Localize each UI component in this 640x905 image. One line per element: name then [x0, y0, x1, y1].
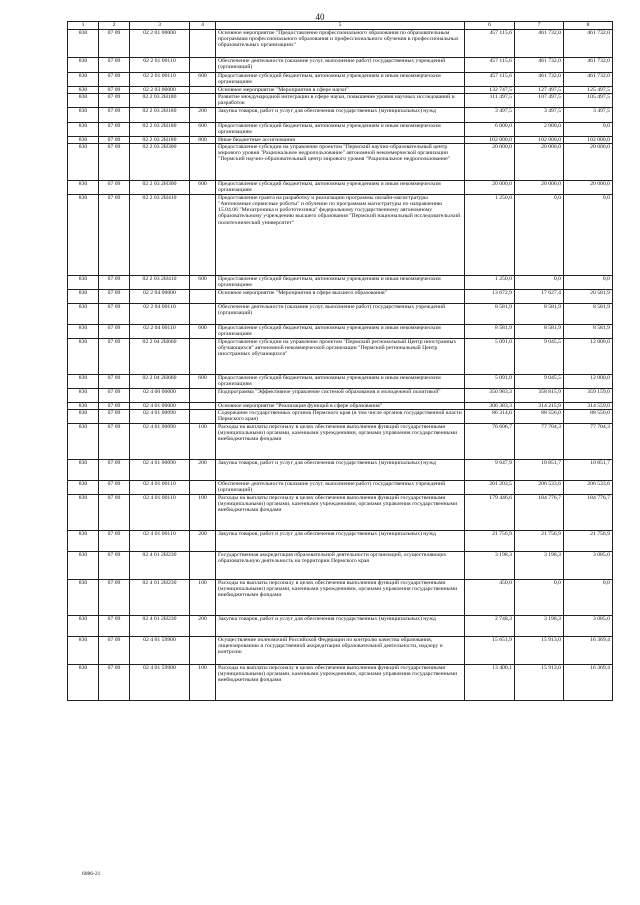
cell-c1: 830 [68, 580, 99, 616]
cell-v2: 184 776,7 [515, 495, 564, 531]
cell-v1: 1 250,0 [465, 195, 515, 276]
cell-c4: 600 [190, 375, 216, 389]
cell-c1: 830 [68, 108, 99, 123]
cell-c4 [190, 144, 216, 181]
table-row [68, 339, 613, 375]
cell-c1: 830 [68, 58, 99, 73]
cell-c3: 02 2 03 2Н180 [130, 108, 190, 123]
cell-desc: Предоставление субсидий бюджетным, автономным учреждениям и иным некоммерческим организациям [216, 123, 465, 137]
cell-c2: 07 09 [99, 195, 130, 276]
cell-c2: 07 09 [99, 304, 130, 325]
cell-c4: 200 [190, 460, 216, 481]
cell-c2: 07 09 [99, 665, 130, 701]
cell-v3: 0,0 [564, 195, 613, 276]
cell-v3: 3 085,0 [564, 616, 613, 637]
table-row [68, 290, 613, 304]
cell-c3: 02 2 04 2Н660 [130, 375, 190, 389]
cell-v3: 105 497,5 [564, 94, 613, 108]
cell-c2: 07 09 [99, 616, 130, 637]
table-body [68, 30, 613, 701]
table-row [68, 195, 613, 276]
cell-desc: Расходы на выплаты персоналу в целях обеспечения выполнения функций государственными (муниципальными) органами, казенными учреждениями, органами управления государственными внебюджетными фондами [216, 495, 465, 531]
cell-desc: Закупка товаров, работ и услуг для обеспечения государственных (муниципальных) нужд [216, 460, 465, 481]
cell-v3: 314 559,0 [564, 403, 613, 410]
cell-v3: 0,0 [564, 276, 613, 290]
cell-c1: 830 [68, 616, 99, 637]
cell-c2: 07 09 [99, 531, 130, 552]
table-row [68, 389, 613, 403]
cell-v2: 15 913,0 [515, 637, 564, 665]
cell-v3: 125 497,5 [564, 87, 613, 94]
cell-c4: 200 [190, 531, 216, 552]
cell-desc: Содержание государственных органов Пермского края (в том числе органов государственной власти Пермского края) [216, 410, 465, 424]
cell-c4 [190, 389, 216, 403]
table-row [68, 580, 613, 616]
table-row [68, 495, 613, 531]
cell-v1: 8 581,9 [465, 325, 515, 339]
cell-c2: 07 09 [99, 87, 130, 94]
cell-c4 [190, 58, 216, 73]
cell-desc: Основное мероприятие "Мероприятия в сфере науки" [216, 87, 465, 94]
cell-c4: 200 [190, 108, 216, 123]
cell-c1: 830 [68, 87, 99, 94]
cell-c4: 100 [190, 580, 216, 616]
cell-c4: 200 [190, 616, 216, 637]
cell-desc: Предоставление субсидий бюджетным, автономным учреждениям и иным некоммерческим организациям [216, 276, 465, 290]
cell-c2: 07 09 [99, 637, 130, 665]
table-row [68, 665, 613, 701]
table-row [68, 410, 613, 424]
cell-desc: Расходы на выплаты персоналу в целях обеспечения выполнения функций государственными (муниципальными) органами, казенными учреждениями, органами управления государственными внебюджетными фондами [216, 424, 465, 460]
table-row [68, 108, 613, 123]
cell-v3: 461 732,0 [564, 73, 613, 87]
table-row [68, 58, 613, 73]
cell-c3: 02 4 01 00000 [130, 403, 190, 410]
column-number-row [68, 22, 613, 30]
cell-v3: 359 159,0 [564, 389, 613, 403]
cell-desc: Расходы на выплаты персоналу в целях обеспечения выполнения функций государственными (муниципальными) органами, казенными учреждениями, органами управления государственными внебюджетными фондами [216, 580, 465, 616]
cell-v1: 111 497,5 [465, 94, 515, 108]
cell-c3: 02 4 01 00090 [130, 460, 190, 481]
cell-c2: 07 09 [99, 276, 130, 290]
cell-desc: Предоставление субсидии на управление проектом "Пермский региональный Центр иностранных обучающихся" автономной некоммерческой организации "Пермский региональный Центр иностранных обучающихся" [216, 339, 465, 375]
cell-v1: 132 747,5 [465, 87, 515, 94]
cell-v3: 20 000,0 [564, 181, 613, 195]
cell-c2: 07 09 [99, 290, 130, 304]
table-row [68, 137, 613, 144]
cell-c4: 800 [190, 137, 216, 144]
cell-c2: 07 09 [99, 325, 130, 339]
cell-c3: 02 4 01 00090 [130, 410, 190, 424]
cell-c2: 07 09 [99, 495, 130, 531]
cell-c3: 02 2 04 00110 [130, 304, 190, 325]
cell-c2: 07 09 [99, 389, 130, 403]
table-row [68, 424, 613, 460]
table-row [68, 87, 613, 94]
cell-v2: 358 815,9 [515, 389, 564, 403]
cell-c3: 02 4 00 00000 [130, 389, 190, 403]
cell-c2: 07 09 [99, 403, 130, 410]
cell-v2: 3 497,5 [515, 108, 564, 123]
cell-v1: 350 983,3 [465, 389, 515, 403]
cell-c1: 830 [68, 637, 99, 665]
cell-desc: Предоставление субсидий бюджетным, автономным учреждениям и иным некоммерческим организациям [216, 73, 465, 87]
cell-v2: 9 045,5 [515, 375, 564, 389]
cell-c1: 830 [68, 531, 99, 552]
cell-v2: 21 756,9 [515, 531, 564, 552]
cell-desc: Обеспечение деятельности (оказание услуг, выполнение работ) государственных учреждений (организаций) [216, 58, 465, 73]
table-row [68, 144, 613, 181]
cell-v2: 314 215,9 [515, 403, 564, 410]
cell-c3: 02 2 01 00110 [130, 73, 190, 87]
cell-v3: 88 556,0 [564, 410, 613, 424]
cell-c4: 600 [190, 73, 216, 87]
table-row [68, 531, 613, 552]
table-row [68, 73, 613, 87]
cell-c3: 02 2 04 00000 [130, 290, 190, 304]
cell-v1: 21 756,9 [465, 531, 515, 552]
cell-desc: Расходы на выплаты персоналу в целях обеспечения выполнения функций государственными (муниципальными) органами, казенными учреждениями, органами управления государственными внебюджетными фондами [216, 665, 465, 701]
cell-c1: 830 [68, 495, 99, 531]
cell-c2: 07 09 [99, 94, 130, 108]
cell-desc: Предоставление субсидий бюджетным, автономным учреждениям и иным некоммерческим организациям [216, 325, 465, 339]
cell-v3: 8 581,9 [564, 304, 613, 325]
cell-desc: Развитие международной интеграции в сфере науки, повышение уровня научных исследований и разработок [216, 94, 465, 108]
table-row [68, 403, 613, 410]
cell-v2: 77 704,3 [515, 424, 564, 460]
cell-c4: 100 [190, 665, 216, 701]
cell-c3: 02 2 01 00110 [130, 58, 190, 73]
footer-code: 6086-21 [82, 871, 101, 877]
cell-c4 [190, 410, 216, 424]
cell-v3: 12 000,0 [564, 375, 613, 389]
cell-desc: Подпрограмма "Эффективное управление системой образования и молодежной политикой" [216, 389, 465, 403]
cell-v2: 127 497,5 [515, 87, 564, 94]
table-row [68, 637, 613, 665]
cell-v3: 461 732,0 [564, 58, 613, 73]
cell-c1: 830 [68, 30, 99, 58]
cell-v2: 0,0 [515, 195, 564, 276]
table-row [68, 481, 613, 495]
cell-v2: 88 556,0 [515, 410, 564, 424]
page-number: 40 [315, 12, 325, 22]
cell-desc: Осуществление полномочий Российской Федерации по контролю качества образования, лицензированию и государственной аккредитации образовательной деятельности, надзору и контролю [216, 637, 465, 665]
cell-c1: 830 [68, 424, 99, 460]
column-header: 4 [190, 22, 216, 30]
cell-v3: 77 704,3 [564, 424, 613, 460]
cell-c2: 07 09 [99, 410, 130, 424]
cell-c1: 830 [68, 339, 99, 375]
cell-c1: 830 [68, 94, 99, 108]
cell-c1: 830 [68, 276, 99, 290]
cell-c4 [190, 94, 216, 108]
cell-v1: 76 606,7 [465, 424, 515, 460]
cell-c4 [190, 304, 216, 325]
cell-c3: 02 2 01 00000 [130, 30, 190, 58]
cell-c2: 07 09 [99, 460, 130, 481]
cell-v1: 450,0 [465, 580, 515, 616]
cell-c3: 02 4 01 2Н230 [130, 616, 190, 637]
cell-c2: 07 09 [99, 108, 130, 123]
table-row [68, 94, 613, 108]
column-header: 7 [515, 22, 564, 30]
cell-c3: 02 2 04 00110 [130, 325, 190, 339]
cell-v1: 6 000,0 [465, 123, 515, 137]
cell-v1: 179 446,6 [465, 495, 515, 531]
cell-c3: 02 2 03 2Н180 [130, 123, 190, 137]
cell-desc: Предоставление субсидий бюджетным, автономным учреждениям и иным некоммерческим организациям [216, 181, 465, 195]
cell-desc: Закупка товаров, работ и услуг для обеспечения государственных (муниципальных) нужд [216, 108, 465, 123]
cell-v2: 10 851,7 [515, 460, 564, 481]
cell-v3: 8 581,9 [564, 325, 613, 339]
cell-c3: 02 2 03 2Н180 [130, 94, 190, 108]
cell-c1: 830 [68, 181, 99, 195]
cell-c2: 07 09 [99, 123, 130, 137]
cell-c3: 02 4 01 59900 [130, 637, 190, 665]
cell-v3: 16 369,4 [564, 637, 613, 665]
cell-c4: 600 [190, 123, 216, 137]
cell-c4 [190, 195, 216, 276]
cell-c1: 830 [68, 410, 99, 424]
cell-v1: 457 115,6 [465, 58, 515, 73]
cell-c3: 02 4 01 00110 [130, 481, 190, 495]
cell-c3: 02 2 03 2Н300 [130, 181, 190, 195]
cell-v2: 461 732,0 [515, 58, 564, 73]
cell-c1: 830 [68, 144, 99, 181]
table-row [68, 616, 613, 637]
cell-c2: 07 09 [99, 424, 130, 460]
cell-desc: Основное мероприятие "Мероприятия в сфере высшего образования" [216, 290, 465, 304]
cell-desc: Государственная аккредитация образовательной деятельности организаций, осуществляющих образовательную деятельность на территории Пермского края [216, 552, 465, 580]
cell-v3: 20 581,9 [564, 290, 613, 304]
cell-v1: 201 203,5 [465, 481, 515, 495]
table-row [68, 181, 613, 195]
cell-c4 [190, 30, 216, 58]
cell-v1: 86 314,6 [465, 410, 515, 424]
cell-c4: 100 [190, 495, 216, 531]
table-row [68, 325, 613, 339]
cell-c2: 07 09 [99, 580, 130, 616]
cell-c4 [190, 552, 216, 580]
cell-c3: 02 2 03 2Н300 [130, 144, 190, 181]
cell-v2: 107 497,5 [515, 94, 564, 108]
cell-c1: 830 [68, 481, 99, 495]
cell-v2: 2 000,0 [515, 123, 564, 137]
cell-v2: 206 533,6 [515, 481, 564, 495]
cell-c1: 830 [68, 665, 99, 701]
budget-table [67, 21, 613, 701]
cell-v2: 9 045,5 [515, 339, 564, 375]
cell-c2: 07 09 [99, 30, 130, 58]
cell-desc: Иные бюджетные ассигнования [216, 137, 465, 144]
table-row [68, 375, 613, 389]
cell-desc: Закупка товаров, работ и услуг для обеспечения государственных (муниципальных) нужд [216, 616, 465, 637]
cell-v3: 21 756,9 [564, 531, 613, 552]
column-header: 3 [130, 22, 190, 30]
cell-c2: 07 09 [99, 552, 130, 580]
cell-c2: 07 09 [99, 481, 130, 495]
cell-c4 [190, 290, 216, 304]
cell-v3: 10 851,7 [564, 460, 613, 481]
cell-c1: 830 [68, 290, 99, 304]
cell-v3: 206 533,6 [564, 481, 613, 495]
cell-v2: 3 198,3 [515, 552, 564, 580]
column-header: 1 [68, 22, 99, 30]
cell-v1: 102 000,0 [465, 137, 515, 144]
cell-c4 [190, 87, 216, 94]
cell-c1: 830 [68, 403, 99, 410]
cell-c4 [190, 481, 216, 495]
cell-v2: 0,0 [515, 580, 564, 616]
cell-c3: 02 2 03 00000 [130, 87, 190, 94]
cell-v1: 1 250,0 [465, 276, 515, 290]
cell-c4 [190, 637, 216, 665]
cell-v2: 102 000,0 [515, 137, 564, 144]
cell-v1: 3 198,3 [465, 552, 515, 580]
cell-c2: 07 09 [99, 375, 130, 389]
cell-c2: 07 09 [99, 144, 130, 181]
cell-v3: 0,0 [564, 123, 613, 137]
cell-v3: 16 369,4 [564, 665, 613, 701]
cell-c3: 02 4 01 00110 [130, 531, 190, 552]
cell-v1: 306 383,3 [465, 403, 515, 410]
cell-desc: Предоставление гранта на разработку и реализацию программы онлайн-магистратуры "Автономные сервисные роботы" и обучение по программам магистратуры по направлению 15.04.06 "Мехатроника и робототехника" федеральному государственному автономному образовательному учреждению высшего образования "Пермский национальный исследовательский политехнический университет" [216, 195, 465, 276]
column-header: 5 [216, 22, 465, 30]
cell-v1: 2 748,3 [465, 616, 515, 637]
cell-c2: 07 09 [99, 181, 130, 195]
cell-desc: Обеспечение деятельности (оказание услуг, выполнение работ) государственных учреждений (организаций) [216, 481, 465, 495]
cell-c4: 600 [190, 325, 216, 339]
cell-c4 [190, 339, 216, 375]
cell-v3: 3 497,5 [564, 108, 613, 123]
cell-c1: 830 [68, 304, 99, 325]
cell-v1: 13 672,9 [465, 290, 515, 304]
cell-c3: 02 2 03 2Н410 [130, 195, 190, 276]
cell-c2: 07 09 [99, 137, 130, 144]
cell-desc: Предоставление субсидии на управление проектом "Пермский научно-образовательный центр мирового уровня "Рациональное недропользование" автономной некоммерческой организации "Пермский научно-образовательный центр мирового уровня "Рациональное недропользование" [216, 144, 465, 181]
cell-c1: 830 [68, 552, 99, 580]
table-row [68, 30, 613, 58]
cell-v3: 102 000,0 [564, 137, 613, 144]
cell-v1: 13 400,1 [465, 665, 515, 701]
cell-v1: 5 091,0 [465, 339, 515, 375]
table-row [68, 304, 613, 325]
cell-c1: 830 [68, 460, 99, 481]
cell-c3: 02 4 01 2Н230 [130, 552, 190, 580]
cell-v3: 0,0 [564, 580, 613, 616]
cell-c3: 02 4 01 00110 [130, 495, 190, 531]
cell-desc: Основное мероприятие "Предоставление профессионального образования по образовательным программам профессионального образования и профессионального обучения в профессиональных образовательных организациях" [216, 30, 465, 58]
cell-v3: 3 085,0 [564, 552, 613, 580]
cell-v2: 461 732,0 [515, 30, 564, 58]
cell-c4: 600 [190, 181, 216, 195]
cell-c3: 02 4 01 2Н230 [130, 580, 190, 616]
cell-v2: 17 627,4 [515, 290, 564, 304]
cell-c4: 600 [190, 276, 216, 290]
cell-c3: 02 2 04 2Н660 [130, 339, 190, 375]
cell-desc: Предоставление субсидий бюджетным, автономным учреждениям и иным некоммерческим организациям [216, 375, 465, 389]
cell-c4 [190, 403, 216, 410]
table-row [68, 460, 613, 481]
cell-v2: 0,0 [515, 276, 564, 290]
cell-v1: 15 651,9 [465, 637, 515, 665]
cell-v1: 3 497,5 [465, 108, 515, 123]
cell-v1: 5 091,0 [465, 375, 515, 389]
cell-v1: 20 000,0 [465, 144, 515, 181]
column-header: 6 [465, 22, 515, 30]
cell-v1: 8 581,9 [465, 304, 515, 325]
cell-c3: 02 2 03 2Н410 [130, 276, 190, 290]
cell-c1: 830 [68, 73, 99, 87]
cell-v2: 461 732,0 [515, 73, 564, 87]
table-row [68, 123, 613, 137]
cell-v3: 20 000,0 [564, 144, 613, 181]
cell-v2: 3 198,3 [515, 616, 564, 637]
cell-c2: 07 09 [99, 73, 130, 87]
cell-c3: 02 4 01 59900 [130, 665, 190, 701]
cell-v3: 184 776,7 [564, 495, 613, 531]
cell-c1: 830 [68, 375, 99, 389]
cell-c2: 07 09 [99, 58, 130, 73]
column-header: 8 [564, 22, 613, 30]
cell-v2: 20 000,0 [515, 181, 564, 195]
column-header: 2 [99, 22, 130, 30]
cell-c1: 830 [68, 389, 99, 403]
cell-desc: Обеспечение деятельности (оказание услуг, выполнение работ) государственных учреждений (организаций) [216, 304, 465, 325]
cell-desc: Основное мероприятие "Реализация функций в сфере образования" [216, 403, 465, 410]
cell-v2: 8 581,9 [515, 325, 564, 339]
cell-v2: 15 913,0 [515, 665, 564, 701]
cell-v1: 457 115,6 [465, 30, 515, 58]
cell-v3: 461 732,0 [564, 30, 613, 58]
cell-c1: 830 [68, 325, 99, 339]
cell-c1: 830 [68, 195, 99, 276]
table-row [68, 276, 613, 290]
table-row [68, 552, 613, 580]
cell-c1: 830 [68, 137, 99, 144]
cell-desc: Закупка товаров, работ и услуг для обеспечения государственных (муниципальных) нужд [216, 531, 465, 552]
cell-v2: 8 581,9 [515, 304, 564, 325]
cell-v2: 20 000,0 [515, 144, 564, 181]
cell-v1: 20 000,0 [465, 181, 515, 195]
cell-c4: 100 [190, 424, 216, 460]
cell-v1: 9 647,9 [465, 460, 515, 481]
cell-v3: 12 000,0 [564, 339, 613, 375]
cell-v1: 457 115,6 [465, 73, 515, 87]
cell-c1: 830 [68, 123, 99, 137]
cell-c3: 02 4 01 00090 [130, 424, 190, 460]
cell-c2: 07 09 [99, 339, 130, 375]
cell-c3: 02 2 03 2Н180 [130, 137, 190, 144]
